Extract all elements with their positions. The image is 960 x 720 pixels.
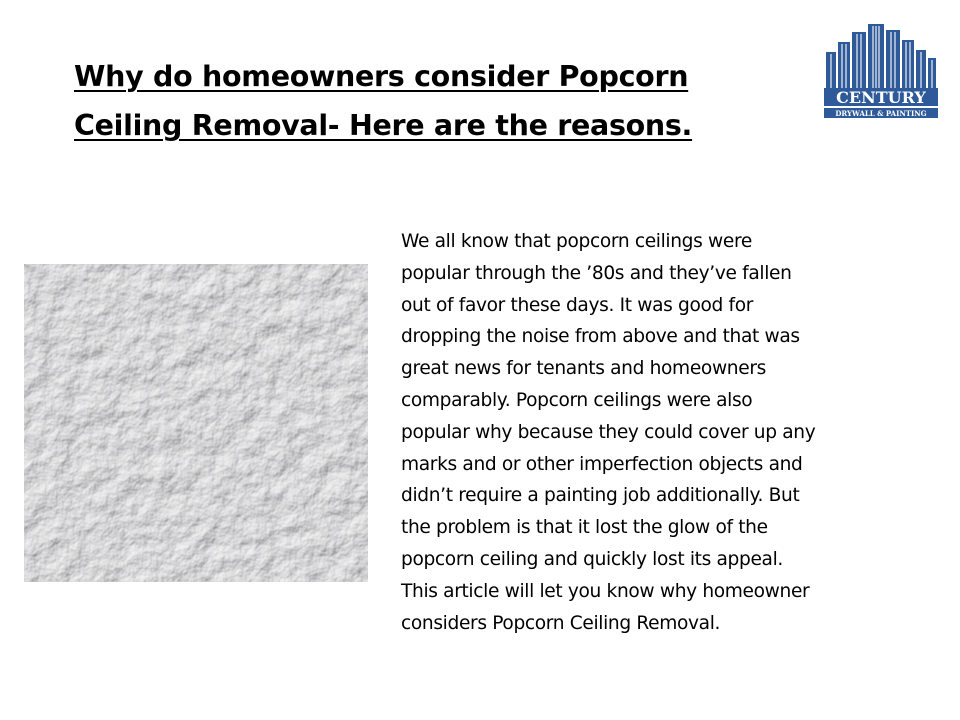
body-line: didn’t require a painting job additionally. But xyxy=(401,485,800,507)
body-line: dropping the noise from above and that was xyxy=(401,326,800,348)
title-line-1: Why do homeowners consider Popcorn xyxy=(74,60,689,93)
popcorn-ceiling-image xyxy=(24,264,368,582)
slide-title xyxy=(74,52,794,150)
body-line: considers Popcorn Ceiling Removal. xyxy=(401,612,721,634)
body-paragraph xyxy=(401,226,911,639)
title-line-2: Ceiling Removal- Here are the reasons. xyxy=(74,109,693,142)
body-line: marks and or other imperfection objects and xyxy=(401,453,803,475)
body-line: out of favor these days. It was good for xyxy=(401,294,754,316)
body-line: great news for tenants and homeowners xyxy=(401,358,766,380)
logo-name: CENTURY xyxy=(836,88,926,107)
logo-tagline: DRYWALL & PAINTING xyxy=(835,109,927,118)
body-line: We all know that popcorn ceilings were xyxy=(401,231,752,252)
body-line: popcorn ceiling and quickly lost its appeal. xyxy=(401,548,783,570)
body-line: comparably. Popcorn ceilings were also xyxy=(401,389,753,411)
buildings-logo-icon xyxy=(822,22,940,120)
century-logo xyxy=(822,22,940,120)
body-line: popular through the ’80s and they’ve fallen xyxy=(401,262,792,284)
body-line: the problem is that it lost the glow of the xyxy=(401,517,768,539)
body-line: This article will let you know why homeowner xyxy=(401,580,810,602)
body-line: popular why because they could cover up any xyxy=(401,421,816,443)
